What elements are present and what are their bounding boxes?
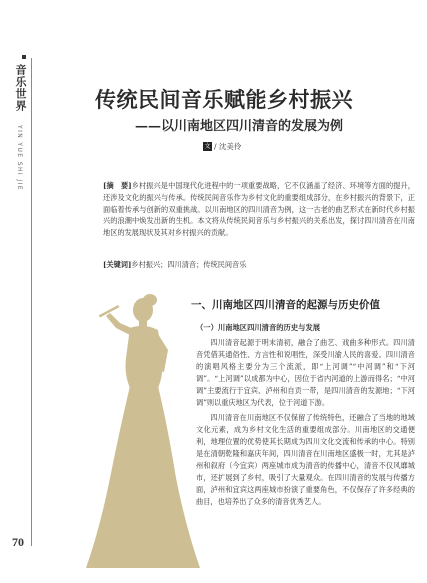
keywords-label: [关键词] <box>103 260 132 269</box>
body-paragraph: 四川清音在川南地区不仅保留了传统特色，还融合了当地的地域文化元素，成为乡村文化生活的重要组成部分。川南地区的交通便利，地理位置的优势使其长期成为四川文化交流和传承的中心。特别是在清朝乾隆和嘉庆年间，四川清音在川南地区盛极一时，尤其是泸州和叙府（今宜宾）两座城市成为清音的传播中心，清音不仅风靡城市，还扩展到了乡村，吸引了大量观众。在四川清音的发展与传播方面，泸州和宜宾这两座城市扮演了重要角色，不仅保存了许多经典的曲目，也培养出了众多的清音优秀艺人。 <box>196 413 415 506</box>
sidebar-marker <box>22 55 26 59</box>
column-section-pinyin: YIN YUE SHI JIE <box>16 125 23 191</box>
keywords <box>103 259 415 270</box>
abstract-label: [摘 要] <box>103 181 132 190</box>
abstract-text: 乡村振兴是中国现代化进程中的一项重要战略，它不仅涵盖了经济、环境等方面的提升，还涉及文化的振兴与传承。传统民间音乐作为乡村文化的重要组成部分，在乡村振兴的背景下，正面临着传承与创新的双重挑战。以川南地区的四川清音为例，这一古老的曲艺形式在新时代乡村振兴的浪潮中焕发出新的生机。本文将从传统民间音乐与乡村振兴的关系出发，探讨四川清音在川南地区的发展现状及其对乡村振兴的贡献。 <box>103 181 415 238</box>
author-name: / 沈美伶 <box>214 142 242 151</box>
keywords-text: 乡村振兴；四川清音；传统民间音乐 <box>131 260 247 269</box>
body-paragraph: 四川清音起源于明末清初，融合了曲艺、戏曲多种形式。四川清音凭借其通俗性、方言性和说唱性，深受川渝人民的喜爱。四川清音的演唱风格主要分为三个流派，即“上河调”“中河调”和“下河调”。“上河调”以成都为中心，因位于省内河道的上游而得名；“中河调”主要流行于宜宾、泸州和自贡一带，是四川清音的发源地；“下河调”则以重庆地区为代表，位于河道下游。 <box>196 338 415 407</box>
article-title: 传统民间音乐赋能乡村振兴 <box>95 87 353 112</box>
author-badge: 文 <box>204 143 211 150</box>
page-number: 70 <box>12 535 24 549</box>
author-line <box>203 141 241 152</box>
body-text <box>196 337 415 512</box>
abstract <box>103 180 415 239</box>
section-heading: 一、川南地区四川清音的起源与历史价值 <box>191 299 380 311</box>
article-subtitle: ——以川南地区四川清音的发展为例 <box>135 119 344 134</box>
column-section-title: 音乐世界 <box>14 64 27 112</box>
subsection-heading: （一）川南地区四川清音的历史与发展 <box>196 323 321 332</box>
sidebar-rule <box>31 58 32 546</box>
